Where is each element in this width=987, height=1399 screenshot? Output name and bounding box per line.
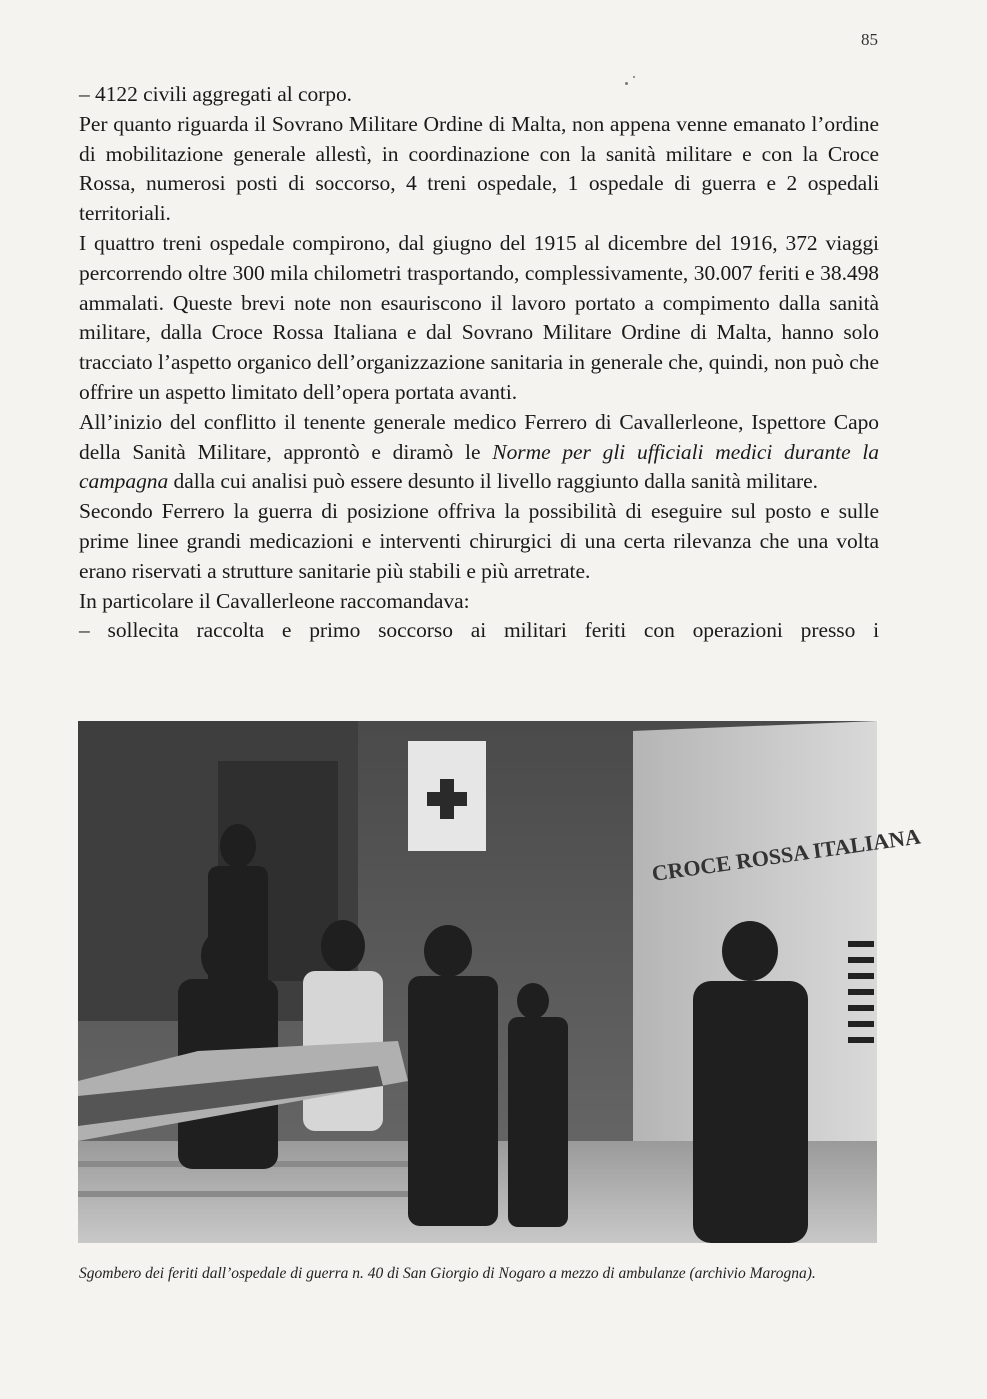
paragraph: Secondo Ferrero la guerra di posizione offriva la possibilità di eseguire sul posto e sulle prime linee grandi medicazioni e interventi chirurgici di una certa rilevanza che una volta erano riservati a strutture sanitarie più stabili e più arretrate. [79, 499, 879, 583]
body-text [79, 80, 879, 646]
ambulance-lettering: CROCE ROSSA ITALIANA [650, 823, 923, 886]
paragraph-text: dalla cui analisi può essere desunto il livello raggiunto dalla sanità militare. [168, 469, 818, 494]
paragraph [79, 408, 879, 497]
paragraph: In particolare il Cavallerleone raccomandava: [79, 588, 470, 613]
paragraph-text: All’inizio del conflitto il tenente generale medico Ferrero di Cavallerleone, Ispettore Capo della Sanità Militare, approntò e diramò le [79, 409, 879, 464]
paragraph: Per quanto riguarda il Sovrano Militare Ordine di Malta, non appena venne emanato l’ordine di mobilitazione generale allestì, in coordinazione con la sanità militare e con la Croce Rossa, numerosi posti di soccorso, 4 treni ospedale, 1 ospedale di guerra e 2 ospedali territoriali. [79, 111, 879, 226]
paragraph-list-item: – 4122 civili aggregati al corpo. [79, 82, 352, 106]
cross-icon-bar [427, 792, 467, 806]
book-title: Norme per gli ufficiali medici durante la campagna [79, 439, 879, 494]
scan-speck [633, 76, 635, 78]
page-number: 85 [861, 30, 878, 49]
paragraph-list-item: – sollecita raccolta e primo soccorso ai militari feriti con operazioni presso i [79, 618, 879, 643]
historical-photo [78, 721, 923, 1243]
photo-illustration [78, 721, 923, 1243]
paragraph: I quattro treni ospedale compirono, dal giugno del 1915 al dicembre del 1916, 372 viaggi percorrendo oltre 300 mila chilometri trasportando, complessivamente, 30.007 feriti e 38.498 ammalati. Queste brevi note non esauriscono il lavoro portato a compimento dalla sanità militare, dalla Croce Rossa Italiana e dal Sovrano Militare Ordine di Malta, hanno solo tracciato l’aspetto organico dell’organizzazione sanitaria in generale che, quindi, non può che offrire un aspetto limitato dell’opera portata avanti. [79, 230, 879, 404]
photo-caption: Sgombero dei feriti dall’ospedale di guerra n. 40 di San Giorgio di Nogaro a mezzo di ambulanze (archivio Marogna). [79, 1265, 816, 1282]
